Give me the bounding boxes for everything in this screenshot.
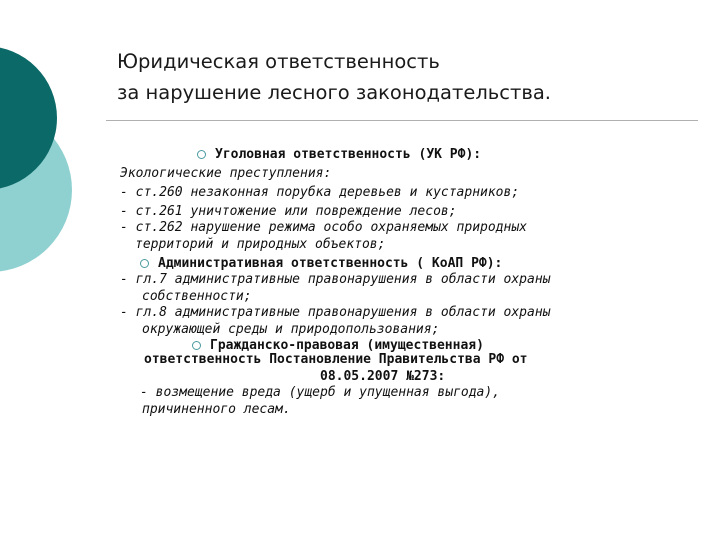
criminal-item-261: - ст.261 уничтожение или повреждение лесов; <box>120 204 457 219</box>
administrative-item-ch8-line-1: - гл.8 административные правонарушения в области охраны <box>120 305 551 320</box>
administrative-heading: Административная ответственность ( КоАП РФ): <box>158 256 503 271</box>
civil-item-line-2: причиненного лесам. <box>142 402 291 417</box>
civil-heading-line-3: 08.05.2007 №273: <box>320 369 446 384</box>
criminal-item-260: - ст.260 незаконная порубка деревьев и кустарников; <box>120 185 520 200</box>
civil-heading-line-1: Гражданско-правовая (имущественная) <box>210 338 484 353</box>
slide-title <box>117 46 697 108</box>
administrative-heading-row <box>120 254 712 273</box>
administrative-item-ch8-line-2: окружающей среды и природопользования; <box>142 322 440 337</box>
civil-heading-row <box>120 339 712 353</box>
decorative-circles <box>0 0 120 300</box>
circle-bullet-icon <box>197 150 206 159</box>
circle-bullet-icon <box>140 259 149 268</box>
criminal-heading: Уголовная ответственность (УК РФ): <box>215 147 482 162</box>
circle-bullet-icon <box>192 341 201 350</box>
title-line-1: Юридическая ответственность <box>117 50 440 73</box>
civil-heading-line-2: ответственность Постановление Правительства РФ от <box>144 352 528 367</box>
administrative-item-ch7-line-2: собственности; <box>142 289 252 304</box>
administrative-item-ch7-line-1: - гл.7 административные правонарушения в области охраны <box>120 272 551 287</box>
criminal-item-262-line-2: территорий и природных объектов; <box>135 237 386 252</box>
slide-body <box>120 145 712 419</box>
title-divider <box>106 120 698 121</box>
civil-item-line-1: - возмещение вреда (ущерб и упущенная выгода), <box>140 385 501 400</box>
criminal-intro: Экологические преступления: <box>120 166 332 181</box>
criminal-heading-row <box>120 145 712 164</box>
title-line-2: за нарушение лесного законодательства. <box>117 81 551 104</box>
criminal-item-262-line-1: - ст.262 нарушение режима особо охраняемых природных <box>120 220 527 235</box>
